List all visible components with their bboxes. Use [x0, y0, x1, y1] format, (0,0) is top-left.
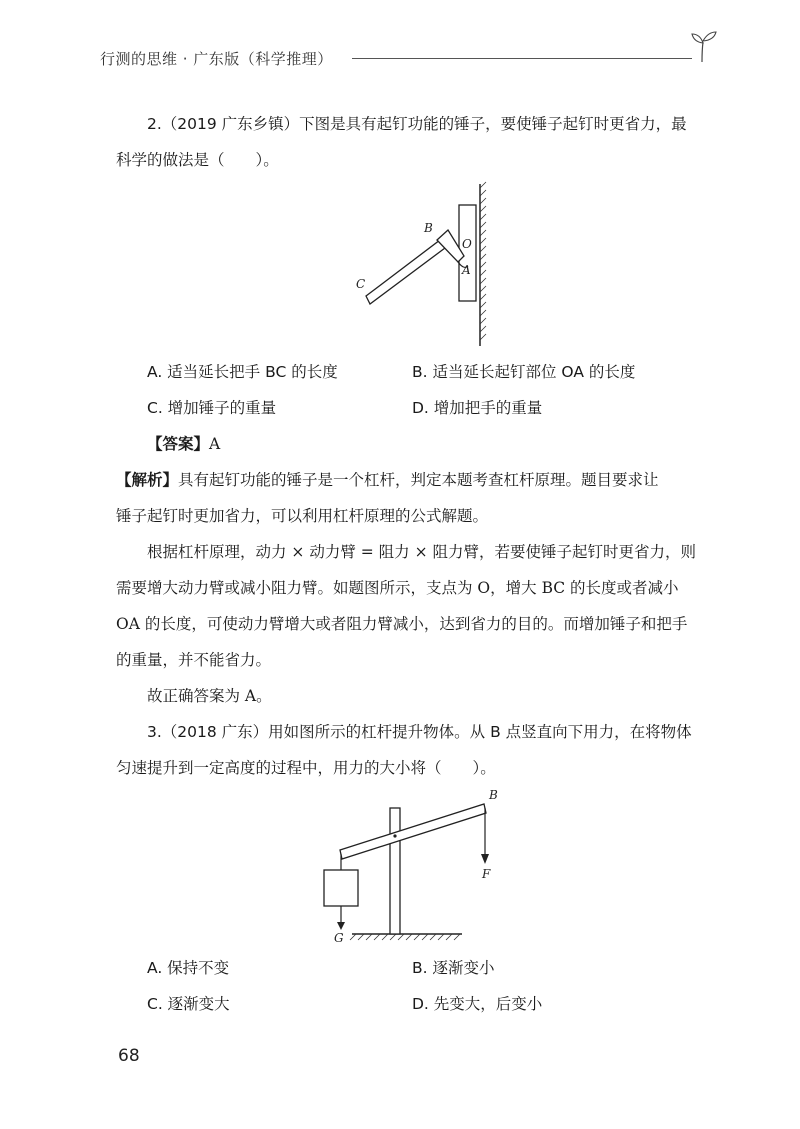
answer-tag: 【答案】 [147, 435, 210, 453]
label-b: B [424, 221, 433, 235]
analysis-p1-line2: 锤子起钉时更加省力，可以利用杠杆原理的公式解题。 [116, 507, 489, 525]
q3-lever-figure [312, 784, 532, 950]
analysis-p1-line1-text: 具有起钉功能的锤子是一个杠杆，判定本题考查杠杆原理。题目要求让 [178, 471, 659, 489]
answer-value: A [209, 435, 221, 453]
label-b: B [489, 788, 498, 802]
sprout-icon [688, 28, 718, 64]
q2-conclusion: 故正确答案为 A。 [147, 687, 272, 705]
label-g: G [334, 931, 344, 945]
analysis-p2-line3: OA 的长度，可使动力臂增大或者阻力臂减小，达到省力的目的。而增加锤子和把手 [116, 615, 688, 633]
page-number: 68 [118, 1046, 140, 1066]
q2-option-c: C. 增加锤子的重量 [147, 399, 277, 417]
label-a: A [462, 263, 471, 277]
lever-bar [340, 804, 486, 859]
q2-stem-line2: 科学的做法是（ ）。 [116, 151, 279, 169]
header-rule [352, 58, 692, 59]
analysis-p2-line1: 根据杠杆原理，动力 × 动力臂 = 阻力 × 阻力臂，若要使锤子起钉时更省力，则 [147, 543, 697, 561]
pivot-point [393, 834, 396, 837]
label-c: C [356, 277, 366, 291]
analysis-p2-line2: 需要增大动力臂或减小阻力臂。如题图所示，支点为 O，增大 BC 的长度或者减小 [116, 579, 679, 597]
support-post [390, 808, 400, 934]
q2-option-b: B. 适当延长起钉部位 OA 的长度 [412, 363, 636, 381]
q3-stem-line1: 3.（2018 广东）用如图所示的杠杆提升物体。从 B 点竖直向下用力，在将物体 [147, 723, 692, 741]
q3-option-c: C. 逐渐变大 [147, 995, 230, 1013]
wall-hatching [480, 182, 486, 340]
q2-option-d: D. 增加把手的重量 [412, 399, 543, 417]
ground-hatching [350, 934, 460, 940]
q2-option-a: A. 适当延长把手 BC 的长度 [147, 363, 338, 381]
analysis-p1-line1 [116, 470, 659, 490]
q2-hammer-figure [340, 178, 500, 348]
analysis-p2-line4: 的重量，并不能省力。 [116, 651, 272, 669]
analysis-tag: 【解析】 [116, 471, 179, 489]
label-f: F [482, 867, 491, 881]
q2-stem-line1: 2.（2019 广东乡镇）下图是具有起钉功能的锤子，要使锤子起钉时更省力，最 [147, 115, 687, 133]
q2-answer [147, 434, 220, 454]
weight-block [324, 870, 358, 906]
q3-option-b: B. 逐渐变小 [412, 959, 495, 977]
q3-stem-line2: 匀速提升到一定高度的过程中，用力的大小将（ ）。 [116, 759, 496, 777]
label-o: O [462, 237, 472, 251]
q3-option-d: D. 先变大，后变小 [412, 995, 543, 1013]
q3-option-a: A. 保持不变 [147, 959, 230, 977]
running-header: 行测的思维 · 广东版（科学推理） [100, 50, 333, 68]
hammer-handle [366, 240, 445, 304]
